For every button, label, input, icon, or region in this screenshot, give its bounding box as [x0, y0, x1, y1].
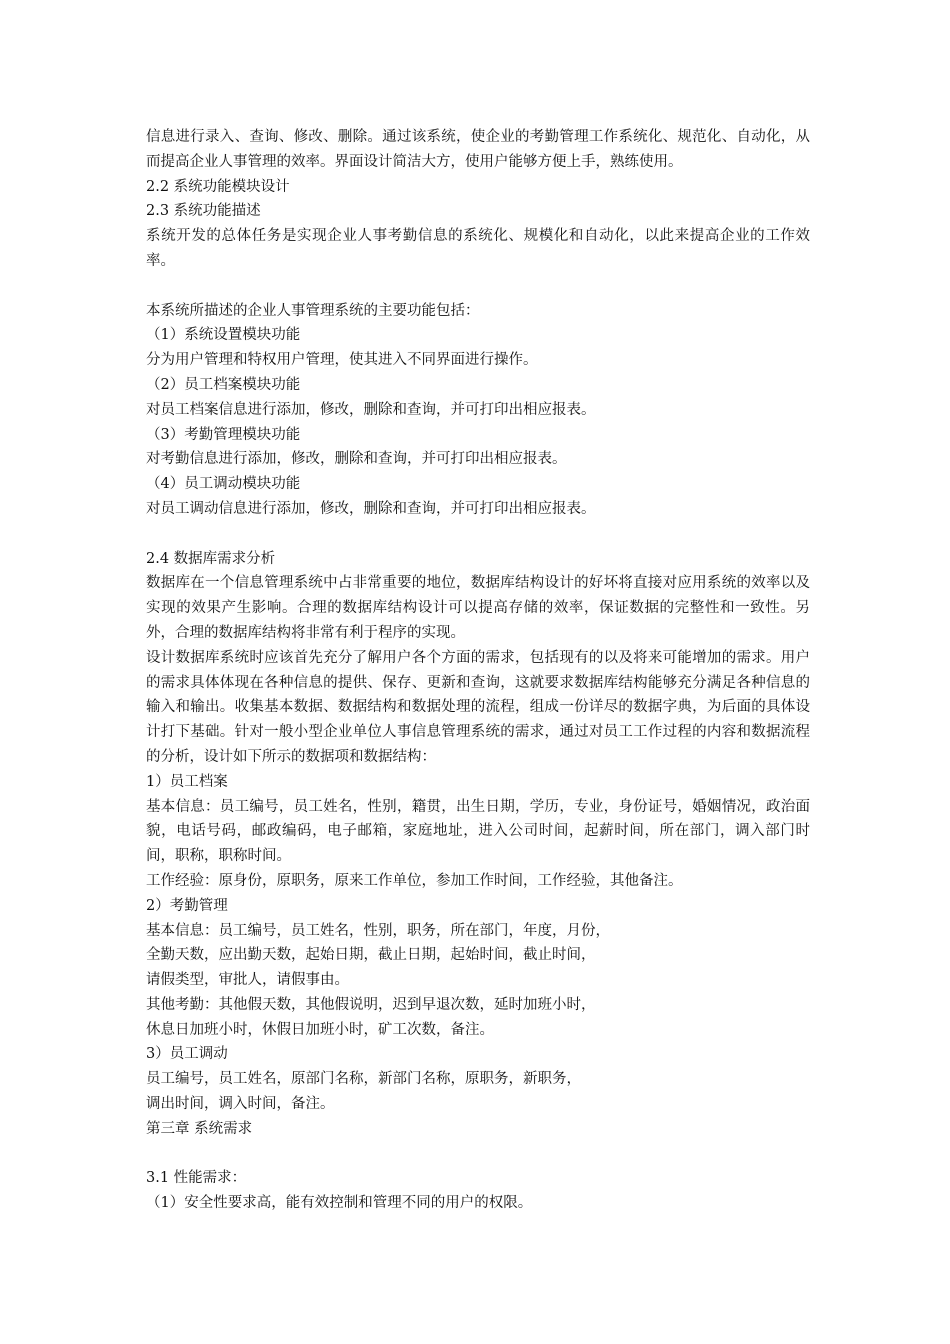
text-line-attendance-overtime: 休息日加班小时，休假日加班小时，矿工次数，备注。 [146, 1021, 494, 1038]
heading-2-3: 2.3 系统功能描述 [146, 203, 261, 220]
subheading-employee-transfer: 3）员工调动 [146, 1046, 228, 1063]
paragraph-transfer-desc: 对员工调动信息进行添加，修改，删除和查询，并可打印出相应报表。 [146, 500, 596, 517]
subheading-attendance-management: 2）考勤管理 [146, 897, 228, 914]
paragraph-system-settings-desc: 分为用户管理和特权用户管理，使其进入不同界面进行操作。 [146, 352, 538, 369]
chapter-3-title: 第三章 系统需求 [146, 1120, 253, 1137]
text-line-attendance-leave: 请假类型，审批人，请假事由。 [146, 972, 349, 989]
text-line-attendance-days: 全勤天数，应出勤天数，起始日期，截止日期，起始时间，截止时间， [146, 947, 596, 964]
blank-line [146, 274, 810, 299]
heading-2-2: 2.2 系统功能模块设计 [146, 178, 290, 195]
paragraph-attendance-desc: 对考勤信息进行添加，修改，删除和查询，并可打印出相应报表。 [146, 451, 567, 468]
list-item-security-requirement: （1）安全性要求高，能有效控制和管理不同的用户的权限。 [146, 1195, 533, 1212]
text-line-transfer-fields: 员工编号，员工姓名，原部门名称，新部门名称，原职务，新职务， [146, 1071, 581, 1088]
paragraph-database-design: 设计数据库系统时应该首先充分了解用户各个方面的需求，包括现有的以及将来可能增加的需求。用户的需求具体体现在各种信息的提供、保存、更新和查询，这就要求数据库结构能够充分满足各种信息的输入和输出。收集基本数据、数据结构和数据处理的流程，组成一份详尽的数据字典，为后面的具体设计打下基础。针对一般小型企业单位人事信息管理系统的需求，通过对员工工作过程的内容和数据流程的分析，设计如下所示的数据项和数据结构： [146, 649, 810, 765]
text-line-transfer-times: 调出时间，调入时间，备注。 [146, 1096, 335, 1113]
blank-line [146, 1142, 810, 1167]
text-line-attendance-basic: 基本信息：员工编号，员工姓名，性别，职务，所在部门，年度，月份， [146, 922, 610, 939]
list-item-system-settings: （1）系统设置模块功能 [146, 327, 301, 344]
text-line-attendance-other: 其他考勤：其他假天数，其他假说明，迟到早退次数，延时加班小时， [146, 996, 596, 1013]
paragraph-employee-archive-desc: 对员工档案信息进行添加，修改，删除和查询，并可打印出相应报表。 [146, 401, 596, 418]
list-item-transfer: （4）员工调动模块功能 [146, 476, 301, 493]
paragraph-archive-basic-info: 基本信息：员工编号，员工姓名，性别，籍贯，出生日期，学历，专业，身份证号，婚姻情况，政治面貌，电话号码，邮政编码，电子邮箱，家庭地址，进入公司时间，起薪时间，所在部门，调入部门时间，职称，职称时间。 [146, 798, 810, 865]
paragraph-system-intro-continued: 信息进行录入、查询、修改、删除。通过该系统，使企业的考勤管理工作系统化、规范化、自动化，从而提高企业人事管理的效率。界面设计简洁大方，使用户能够方便上手，熟练使用。 [146, 129, 810, 170]
heading-2-4: 2.4 数据库需求分析 [146, 550, 276, 567]
list-item-attendance: （3）考勤管理模块功能 [146, 426, 301, 443]
subheading-employee-archive: 1）员工档案 [146, 773, 228, 790]
blank-line [146, 522, 810, 547]
paragraph-main-functions-intro: 本系统所描述的企业人事管理系统的主要功能包括： [146, 302, 480, 319]
paragraph-overall-task: 系统开发的总体任务是实现企业人事考勤信息的系统化、规模化和自动化，以此来提高企业的工作效率。 [146, 228, 810, 269]
paragraph-database-importance: 数据库在一个信息管理系统中占非常重要的地位，数据库结构设计的好坏将直接对应用系统的效率以及实现的效果产生影响。合理的数据库结构设计可以提高存储的效率，保证数据的完整性和一致性。另外，合理的数据库结构将非常有利于程序的实现。 [146, 575, 810, 641]
heading-3-1: 3.1 性能需求： [146, 1170, 247, 1187]
paragraph-archive-work-experience: 工作经验：原身份，原职务，原来工作单位，参加工作时间，工作经验，其他备注。 [146, 872, 683, 889]
document-page [146, 125, 810, 1216]
list-item-employee-archive: （2）员工档案模块功能 [146, 376, 301, 393]
